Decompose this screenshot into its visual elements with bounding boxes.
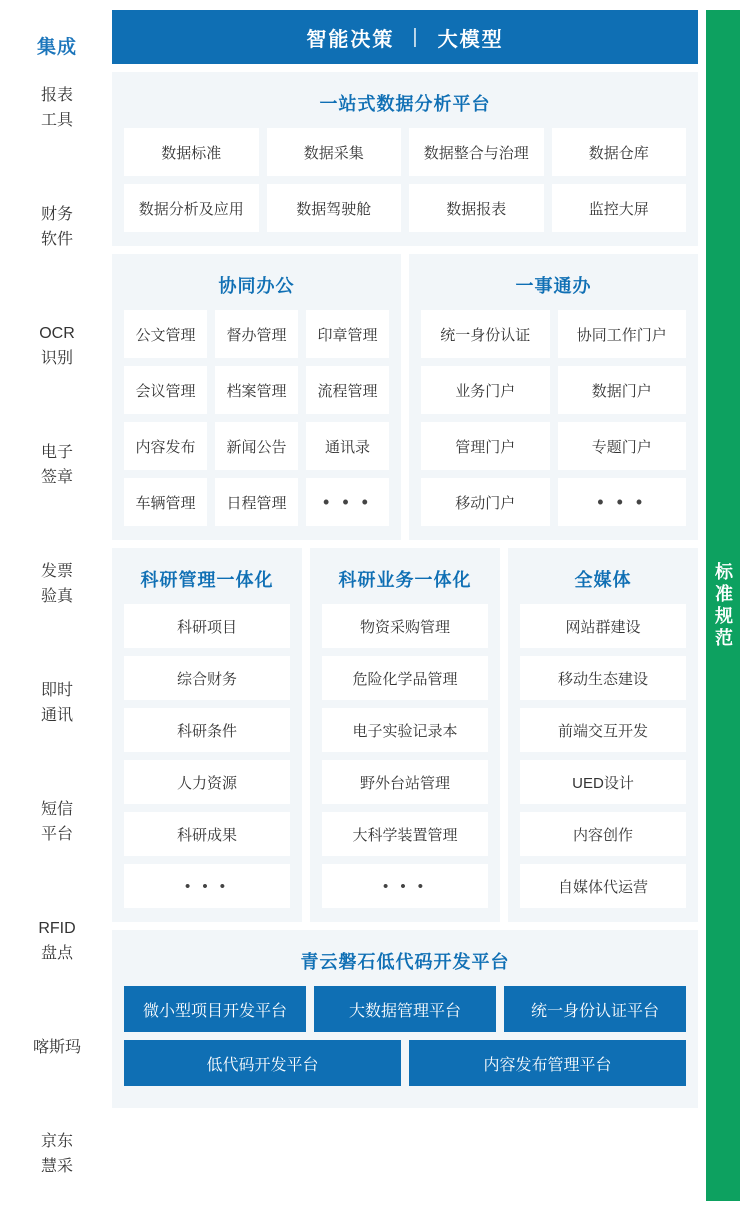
sidebar-item-label: 喀斯玛 (32, 1039, 81, 1056)
cell-self-media-operation[interactable]: 自媒体代运营 (520, 864, 686, 908)
cell-data-integration-governance[interactable]: 数据整合与治理 (409, 128, 544, 176)
cell-business-portal[interactable]: 业务门户 (421, 366, 550, 414)
sidebar-title: 集成 (36, 37, 77, 58)
panel-research-management (112, 548, 302, 922)
cell-supervision-mgmt[interactable]: 督办管理 (215, 310, 298, 358)
panel-title-research-business: 科研业务一体化 (338, 570, 472, 590)
sidebar-item-caiwuruanjian[interactable] (10, 198, 104, 256)
lowcode-row-2 (124, 1040, 686, 1086)
cell-onestop-more[interactable]: • • • (558, 478, 687, 526)
sidebar-item-kasima[interactable] (10, 1031, 104, 1064)
research-business-list (322, 604, 488, 908)
group-research-media (112, 548, 698, 922)
main-column (112, 10, 698, 1201)
cell-content-publish[interactable]: 内容发布 (124, 422, 207, 470)
group-office-onestop (112, 254, 698, 540)
sidebar-item-duanxinpingtai[interactable] (10, 793, 104, 851)
cell-topic-portal[interactable]: 专题门户 (558, 422, 687, 470)
cell-monitor-screen[interactable]: 监控大屏 (552, 184, 687, 232)
topbar (112, 10, 698, 64)
cell-field-station-mgmt[interactable]: 野外台站管理 (322, 760, 488, 804)
cell-document-mgmt[interactable]: 公文管理 (124, 310, 207, 358)
sidebar-item-fapiaoyanzhen[interactable] (10, 555, 104, 613)
button-bigdata-management-platform[interactable]: 大数据管理平台 (314, 986, 496, 1032)
cell-data-collection[interactable]: 数据采集 (267, 128, 402, 176)
button-lowcode-development-platform[interactable]: 低代码开发平台 (124, 1040, 401, 1086)
panel-one-stop-service (409, 254, 698, 540)
sidebar-item-label: 短信 平台 (40, 801, 73, 843)
sidebar-item-label: 电子 签章 (40, 444, 73, 486)
cell-office-more[interactable]: • • • (306, 478, 389, 526)
right-rail-standards (706, 10, 740, 1201)
cell-news-announcement[interactable]: 新闻公告 (215, 422, 298, 470)
cell-process-mgmt[interactable]: 流程管理 (306, 366, 389, 414)
cell-meeting-mgmt[interactable]: 会议管理 (124, 366, 207, 414)
panel-title-research-management: 科研管理一体化 (140, 570, 274, 590)
cell-research-business-more[interactable]: • • • (322, 864, 488, 908)
cell-seal-mgmt[interactable]: 印章管理 (306, 310, 389, 358)
button-micro-project-platform[interactable]: 微小型项目开发平台 (124, 986, 306, 1032)
cell-address-book[interactable]: 通讯录 (306, 422, 389, 470)
cell-schedule-mgmt[interactable]: 日程管理 (215, 478, 298, 526)
lowcode-row-1 (124, 986, 686, 1032)
cell-content-creation[interactable]: 内容创作 (520, 812, 686, 856)
cell-frontend-interaction[interactable]: 前端交互开发 (520, 708, 686, 752)
cell-collaborative-work-portal[interactable]: 协同工作门户 (558, 310, 687, 358)
button-content-publish-platform[interactable]: 内容发布管理平台 (409, 1040, 686, 1086)
all-media-list (520, 604, 686, 908)
panel-title-collaborative-office: 协同办公 (218, 276, 295, 296)
button-unified-identity-platform[interactable]: 统一身份认证平台 (504, 986, 686, 1032)
sidebar-item-label: OCR 识别 (39, 325, 75, 367)
panel-title-lowcode-platform: 青云磐石低代码开发平台 (300, 952, 510, 972)
right-rail-label: 标准规范 (713, 561, 733, 650)
panel-lowcode-platform (112, 930, 698, 1108)
cell-data-standard[interactable]: 数据标准 (124, 128, 259, 176)
cell-archive-mgmt[interactable]: 档案管理 (215, 366, 298, 414)
cell-data-warehouse[interactable]: 数据仓库 (552, 128, 687, 176)
research-management-list (124, 604, 290, 908)
sidebar-item-label: 即时 通讯 (40, 682, 73, 724)
cell-management-portal[interactable]: 管理门户 (421, 422, 550, 470)
cell-website-cluster[interactable]: 网站群建设 (520, 604, 686, 648)
sidebar-item-jingdonghuicai[interactable] (10, 1125, 104, 1183)
topbar-right-label: 大模型 (437, 28, 504, 51)
cell-research-project[interactable]: 科研项目 (124, 604, 290, 648)
sidebar-item-dianziqianzhang[interactable] (10, 436, 104, 494)
cell-hazardous-chemicals[interactable]: 危险化学品管理 (322, 656, 488, 700)
cell-mobile-ecosystem[interactable]: 移动生态建设 (520, 656, 686, 700)
sidebar (10, 10, 104, 1201)
cell-data-portal[interactable]: 数据门户 (558, 366, 687, 414)
sidebar-item-baobiaogongju[interactable] (10, 79, 104, 137)
sidebar-item-rfid[interactable] (10, 912, 104, 970)
cell-big-science-facility[interactable]: 大科学装置管理 (322, 812, 488, 856)
cell-data-cockpit[interactable]: 数据驾驶舱 (267, 184, 402, 232)
sidebar-list (10, 79, 104, 1201)
cell-human-resources[interactable]: 人力资源 (124, 760, 290, 804)
sidebar-item-label: RFID 盘点 (38, 920, 76, 962)
cell-ued-design[interactable]: UED设计 (520, 760, 686, 804)
panel-all-media (508, 548, 698, 922)
sidebar-item-label: 报表 工具 (40, 87, 73, 129)
cell-data-report[interactable]: 数据报表 (409, 184, 544, 232)
panel-title-one-stop-service: 一事通办 (515, 276, 592, 296)
panel-collaborative-office (112, 254, 401, 540)
sidebar-item-jishitongxun[interactable] (10, 674, 104, 732)
data-platform-grid (124, 128, 686, 232)
sidebar-item-label: 发票 验真 (40, 563, 73, 605)
onestop-grid (421, 310, 686, 526)
panel-research-business (310, 548, 500, 922)
panel-data-platform (112, 72, 698, 246)
office-grid (124, 310, 389, 526)
cell-research-conditions[interactable]: 科研条件 (124, 708, 290, 752)
cell-vehicle-mgmt[interactable]: 车辆管理 (124, 478, 207, 526)
cell-mobile-portal[interactable]: 移动门户 (421, 478, 550, 526)
cell-research-management-more[interactable]: • • • (124, 864, 290, 908)
cell-data-analysis-application[interactable]: 数据分析及应用 (124, 184, 259, 232)
cell-unified-identity-auth[interactable]: 统一身份认证 (421, 310, 550, 358)
sidebar-item-label: 财务 软件 (40, 206, 73, 248)
cell-research-achievements[interactable]: 科研成果 (124, 812, 290, 856)
panel-title-all-media: 全媒体 (574, 570, 632, 590)
topbar-separator: | (412, 25, 420, 48)
topbar-left-label: 智能决策 (306, 28, 395, 51)
cell-comprehensive-finance[interactable]: 综合财务 (124, 656, 290, 700)
sidebar-item-label: 京东 慧采 (40, 1133, 73, 1175)
cell-electronic-lab-notebook[interactable]: 电子实验记录本 (322, 708, 488, 752)
cell-material-procurement[interactable]: 物资采购管理 (322, 604, 488, 648)
sidebar-item-ocr[interactable] (10, 317, 104, 375)
panel-title-data-platform: 一站式数据分析平台 (319, 94, 491, 114)
